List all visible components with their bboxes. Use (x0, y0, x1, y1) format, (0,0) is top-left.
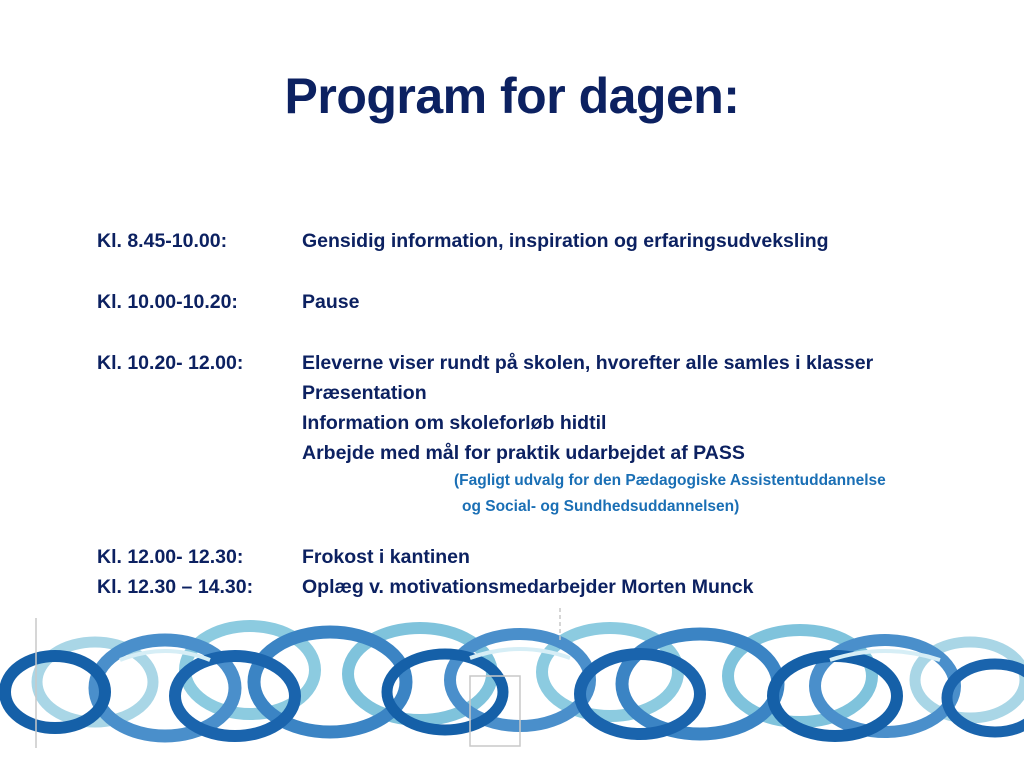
agenda-description: Information om skoleforløb hidtil (302, 412, 607, 434)
agenda-description: Gensidig information, inspiration og erfaringsudveksling (302, 230, 829, 252)
page-title: Program for dagen: (284, 68, 740, 124)
agenda-row (97, 287, 997, 317)
agenda-description: Oplæg v. motivationsmedarbejder Morten Munck (302, 576, 754, 598)
agenda-time: Kl. 12.00- 12.30: (97, 546, 244, 568)
agenda-description: Præsentation (302, 382, 427, 404)
agenda-note: og Social- og Sundhedsuddannelsen) (462, 498, 740, 515)
agenda-time: Kl. 8.45-10.00: (97, 230, 228, 252)
agenda-row-continued (97, 378, 997, 408)
agenda-row-continued (97, 438, 997, 468)
agenda-time: Kl. 10.20- 12.00: (97, 352, 244, 374)
agenda-row (97, 542, 997, 572)
agenda-description: Eleverne viser rundt på skolen, hvorefter alle samles i klasser (302, 352, 874, 374)
agenda-time: Kl. 10.00-10.20: (97, 291, 238, 313)
agenda-note: (Fagligt udvalg for den Pædagogiske Assistentuddannelse (454, 472, 886, 489)
agenda-row (97, 226, 997, 256)
agenda-row (97, 348, 997, 378)
agenda (97, 226, 997, 602)
agenda-time: Kl. 12.30 – 14.30: (97, 576, 254, 598)
agenda-description: Frokost i kantinen (302, 546, 470, 568)
agenda-row-continued (97, 408, 997, 438)
rings-decoration (0, 600, 1024, 768)
agenda-description: Arbejde med mål for praktik udarbejdet af PASS (302, 442, 745, 464)
agenda-description: Pause (302, 291, 360, 313)
agenda-row (97, 572, 997, 602)
